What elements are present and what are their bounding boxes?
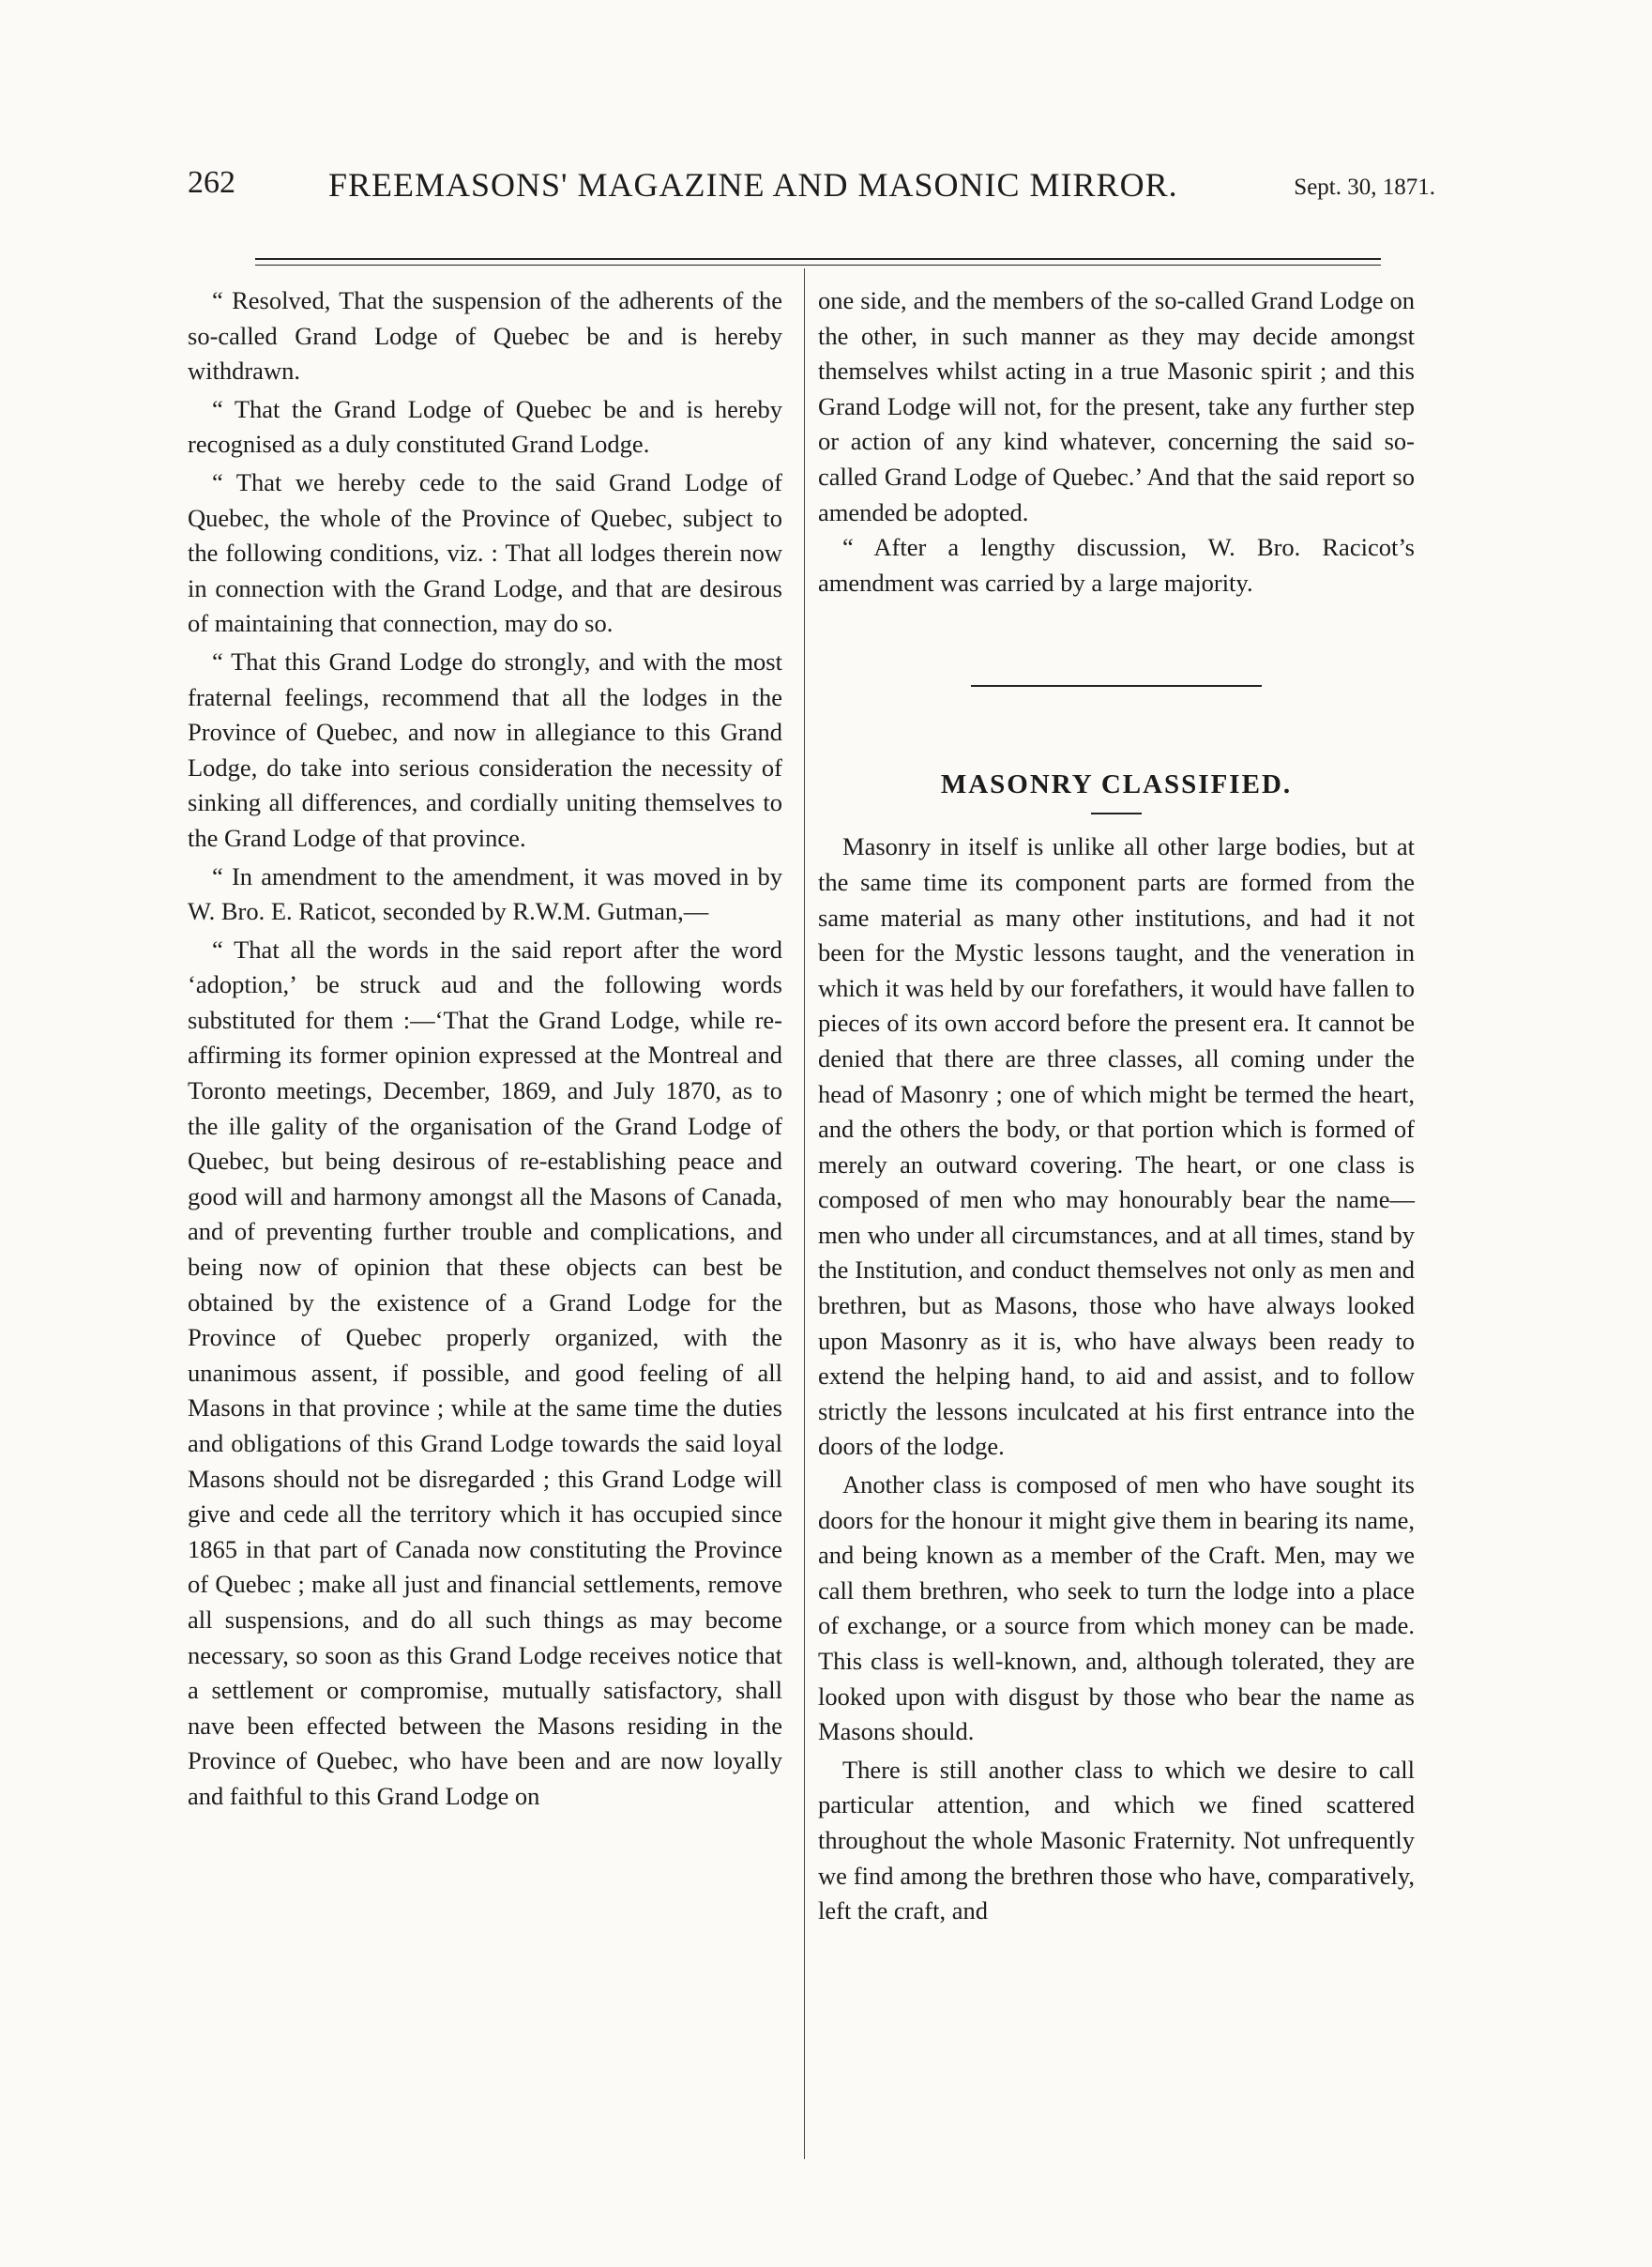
right-column xyxy=(818,283,1415,1929)
column-divider xyxy=(804,268,805,2159)
article-paragraph: There is still another class to which we desire to call particular attention, and which we fined scattered throughout the whole Masonic Fraternity. Not unfrequently we find among the brethren those who have, comparatively, left the craft, and xyxy=(818,1755,1415,1925)
cession-paragraph: “ That we hereby cede to the said Grand Lodge of Quebec, the whole of the Province of Quebec, subject to the following conditions, viz. : That all lodges therein now in connection with the Grand Lodge, and that are desirous of maintaining that connection, may do so. xyxy=(188,467,782,638)
continuation-paragraph: one side, and the members of the so-called Grand Lodge on the other, in such manner as they may decide amongst themselves whilst acting in a true Masonic spirit ; and this Grand Lodge will not, for the present, take any further step or action of any kind whatever, concerning the said so-called Grand Lodge of Quebec.’ And that the said report so amended be adopted. xyxy=(818,286,1415,526)
recommendation-paragraph: “ That this Grand Lodge do strongly, and with the most fraternal feelings, recommend that all the lodges in the Province of Quebec, and now in allegiance to this Grand Lodge, do take into serious consideration the necessity of sinking all differences, and cordially uniting themselves to the Grand Lodge of that province. xyxy=(188,647,782,852)
header-rule xyxy=(255,258,1381,260)
amendment-text-paragraph: “ That all the words in the said report after the word ‘adoption,’ be struck aud and the following words substituted for them :—‘That the Grand Lodge, while re-affirming its former opinion expressed at the Montreal and Toronto meetings, December, 1869, and July 1870, as to the ille gality of the organisation of the Grand Lodge of Quebec, but being desirous of re-establishing peace and good will and harmony amongst all the Masons of Canada, and of preventing further trouble and complications, and being now of opinion that these objects can best be obtained by the existence of a Grand Lodge for the Province of Quebec properly organized, with the unanimous assent, if possible, and good feeling of all Masons in that province ; while at the same time the duties and obligations of this Grand Lodge towards the said loyal Masons should not be disregarded ; this Grand Lodge will give and cede all the territory which it has occupied since 1865 in that part of Canada now constituting the Province of Quebec ; make all just and financial settlements, remove all suspensions, and do all such things as may become necessary, so soon as this Grand Lodge receives notice that a settlement or compromise, mutually satisfactory, shall nave been effected between the Masons residing in the Province of Quebec, who have been and are now loyally and faithful to this Grand Lodge on xyxy=(188,935,782,1810)
resolution-paragraph: “ Resolved, That the suspension of the adherents of the so-called Grand Lodge of Quebec be and is hereby withdrawn. xyxy=(188,286,782,386)
section-title-rule xyxy=(1091,813,1142,814)
page-header xyxy=(188,161,1435,218)
discussion-paragraph: “ After a lengthy discussion, W. Bro. Racicot’s amendment was carried by a large majority. xyxy=(818,533,1415,597)
recognition-paragraph: “ That the Grand Lodge of Quebec be and is hereby recognised as a duly constituted Grand Lodge. xyxy=(188,394,782,459)
left-column xyxy=(188,283,782,1815)
amendment-motion-paragraph: “ In amendment to the amendment, it was moved in by W. Bro. E. Raticot, seconded by R.W.M. Gutman,— xyxy=(188,861,782,926)
header-rule-thin xyxy=(255,265,1381,266)
article-paragraph: Masonry in itself is unlike all other large bodies, but at the same time its component parts are formed from the same material as many other institutions, and had it not been for the Mystic lessons taught, and the veneration in which it was held by our forefathers, it would have fallen to pieces of its own accord before the present era. It cannot be denied that there are three classes, all coming under the head of Masonry ; one of which might be termed the heart, and the others the body, or that portion which is formed of merely an outward covering. The heart, or one class is composed of men who may honourably bear the name—men who under all circumstances, and at all times, stand by the Institution, and conduct themselves not only as men and brethren, but as Masons, those who have always looked upon Masonry as it is, who have always been ready to extend the helping hand, to aid and assist, and to follow strictly the lessons inculcated at his first entrance into the doors of the lodge. xyxy=(818,832,1415,1461)
magazine-title: FREEMASONS' MAGAZINE AND MASONIC MIRROR. xyxy=(328,166,1178,204)
issue-date: Sept. 30, 1871. xyxy=(1294,175,1435,200)
page-number: 262 xyxy=(188,165,235,200)
section-divider xyxy=(971,685,1262,687)
section-title: MASONRY CLASSIFIED. xyxy=(940,769,1293,800)
article-paragraph: Another class is composed of men who have sought its doors for the honour it might give them in bearing its name, and being known as a member of the Craft. Men, may we call them brethren, who seek to turn the lodge into a place of exchange, or a source from which money can be made. This class is well-known, and, although tolerated, they are looked upon with disgust by those who bear the name as Masons should. xyxy=(818,1470,1415,1746)
